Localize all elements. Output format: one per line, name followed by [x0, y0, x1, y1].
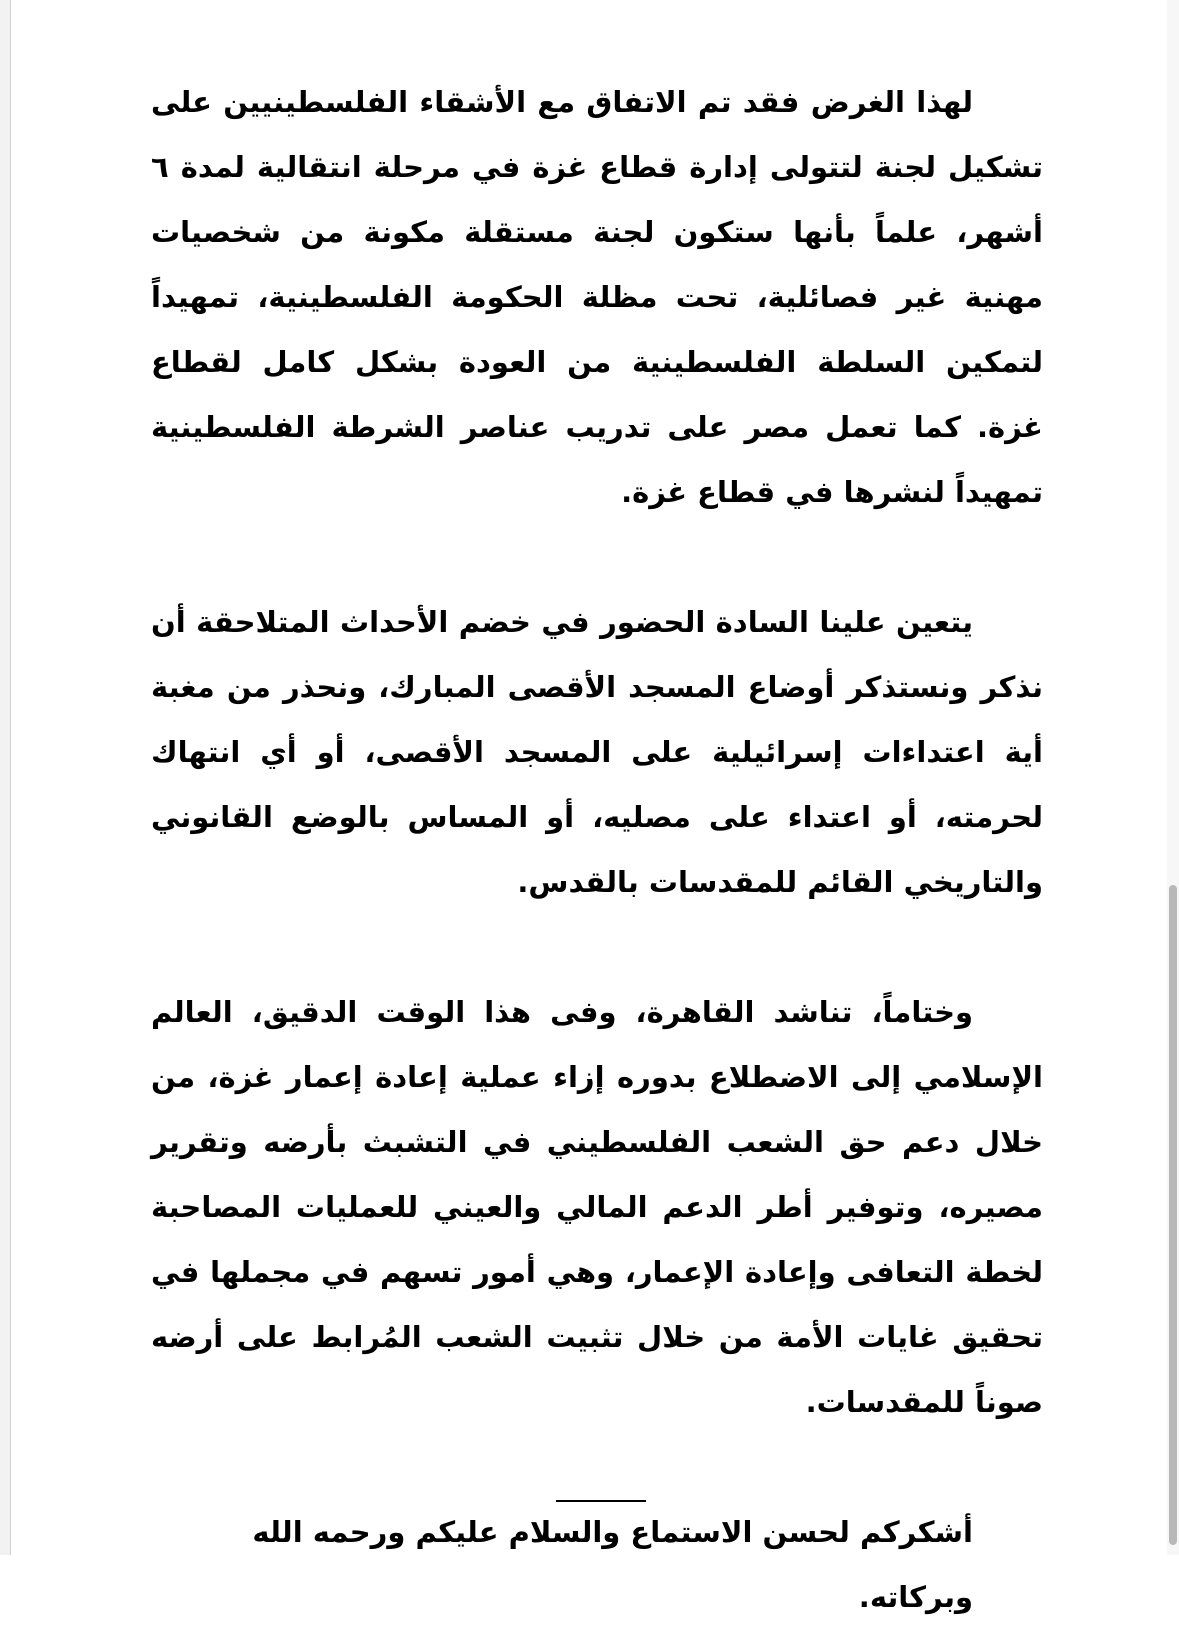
paragraph-conclusion: وختاماً، تناشد القاهرة، وفى هذا الوقت الدقيق، العالم الإسلامي إلى الاضطلاع بدوره إزاء عملية إعادة إعمار غزة، من خلال دعم حق الشعب الفلسطيني في التشبث بأرضه وتقرير مصيره، وتوفير أطر الدعم المالي والعيني للعمليات المصاحبة لخطة التعافى وإعادة الإعمار، وهي أمور تسهم في مجملها في تحقيق غايات الأمة من خلال تثبيت الشعب المُرابط على أرضه صوناً للمقدسات. [151, 995, 1043, 1419]
paragraph-committee: لهذا الغرض فقد تم الاتفاق مع الأشقاء الفلسطينيين على تشكيل لجنة لتتولى إدارة قطاع غزة في مرحلة انتقالية لمدة ٦ أشهر، علماً بأنها ستكون لجنة مستقلة مكونة من شخصيات مهنية غير فصائلية، تحت مظلة الحكومة الفلسطينية، تمهيداً لتمكين السلطة الفلسطينية من العودة بشكل كامل لقطاع غزة. كما تعمل مصر على تدريب عناصر الشرطة الفلسطينية تمهيداً لنشرها في قطاع غزة. [151, 85, 1043, 509]
document-page [10, 0, 1170, 1614]
vertical-scrollbar[interactable] [1167, 0, 1179, 1555]
closing-line: أشكركم لحسن الاستماع والسلام عليكم ورحمه الله وبركاته. [252, 1515, 973, 1614]
end-divider [556, 1500, 646, 1502]
paragraph-al-aqsa: يتعين علينا السادة الحضور في خضم الأحداث المتلاحقة أن نذكر ونستذكر أوضاع المسجد الأقصى المبارك، ونحذر من مغبة أية اعتداءات إسرائيلية على المسجد الأقصى، أو أي انتهاك لحرمته، أو اعتداء على مصليه، أو المساس بالوضع القانوني والتاريخي القائم للمقدسات بالقدس. [151, 605, 1043, 899]
scrollbar-thumb[interactable] [1169, 885, 1177, 1545]
document-body [151, 70, 1043, 1630]
